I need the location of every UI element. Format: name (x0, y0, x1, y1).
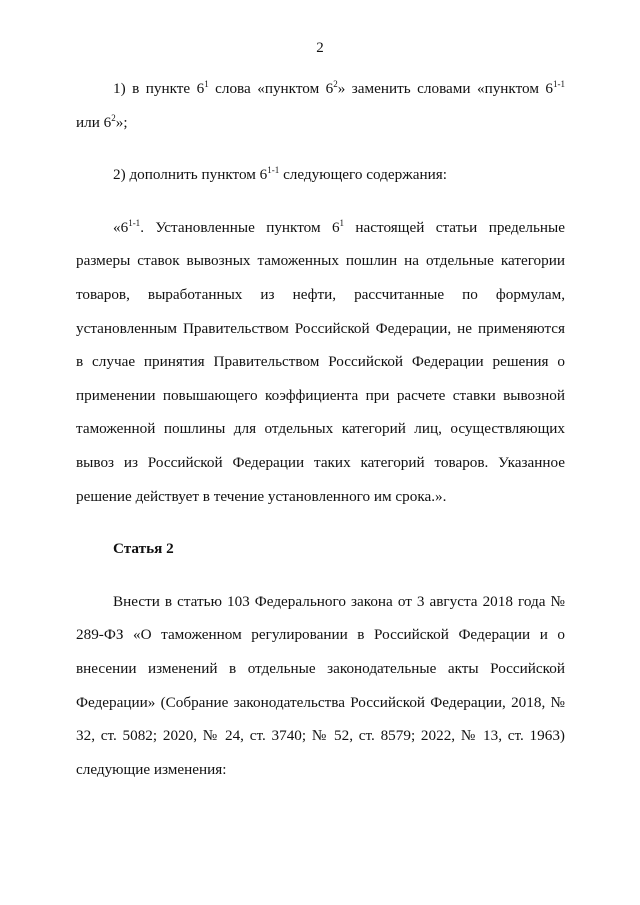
item2-sup-1: 1-1 (267, 165, 280, 176)
quote-text-1: «6 (113, 218, 129, 236)
item1-sup-1: 1 (204, 79, 209, 89)
new-point-text (76, 211, 565, 513)
item2-text-1: 2) дополнить пунктом 6 (113, 166, 268, 184)
paragraph-gap (76, 566, 565, 585)
paragraph-gap (76, 513, 565, 532)
quote-text-3: настоящей статьи предельные размеры ставок вывозных таможенных пошлин на отдельные категории товаров, выработанных из нефти, рассчитанные по формулам, установленным Правительством Российской Федерации, не применяются в случае принятия Правительством Российской Федерации решения о применении повышающего коэффициента при расчете ставки вывозной таможенной пошлины для отдельных категорий лиц, осуществляющих вывоз из Российской Федерации таких категорий товаров. Указанное решение действует в течение установленного им срока.». (76, 218, 565, 505)
article-2-text: Внести в статью 103 Федерального закона от 3 августа 2018 года № 289-ФЗ «О таможенном регулировании в Российской Федерации и о внесении изменений в отдельные законодательные акты Российской Федерации» (Собрание законодательства Российской Федерации, 2018, № 32, ст. 5082; 2020, № 24, ст. 3740; № 52, ст. 8579; 2022, № 13, ст. 1963) следующие изменения: (76, 592, 565, 778)
item2-text-2: следующего содержания: (279, 166, 447, 184)
quote-sup-1: 1-1 (128, 217, 141, 228)
article-heading: Статья 2 (113, 540, 174, 558)
amendment-item-2 (76, 158, 565, 192)
item1-sup-4: 2 (111, 112, 116, 123)
item1-sup-3: 1-1 (553, 79, 565, 89)
quote-text-2: . Установленные пунктом 6 (140, 218, 340, 236)
item1-text-2: слова «пунктом 6 (208, 80, 334, 97)
item1-sup-2: 2 (333, 79, 338, 89)
item1-text-1: 1) в пункте 6 (113, 80, 205, 97)
item1-text-3: » заменить словами «пунктом 6 (337, 80, 553, 97)
quote-sup-2: 1 (339, 217, 345, 228)
item1-text-4: или 6 (76, 113, 112, 131)
amendment-item-1 (76, 72, 565, 139)
paragraph-gap (76, 139, 565, 158)
page-number: 2 (316, 40, 324, 56)
paragraph-gap (76, 192, 565, 211)
document-body (76, 72, 565, 786)
item1-text-5: »; (115, 113, 128, 131)
